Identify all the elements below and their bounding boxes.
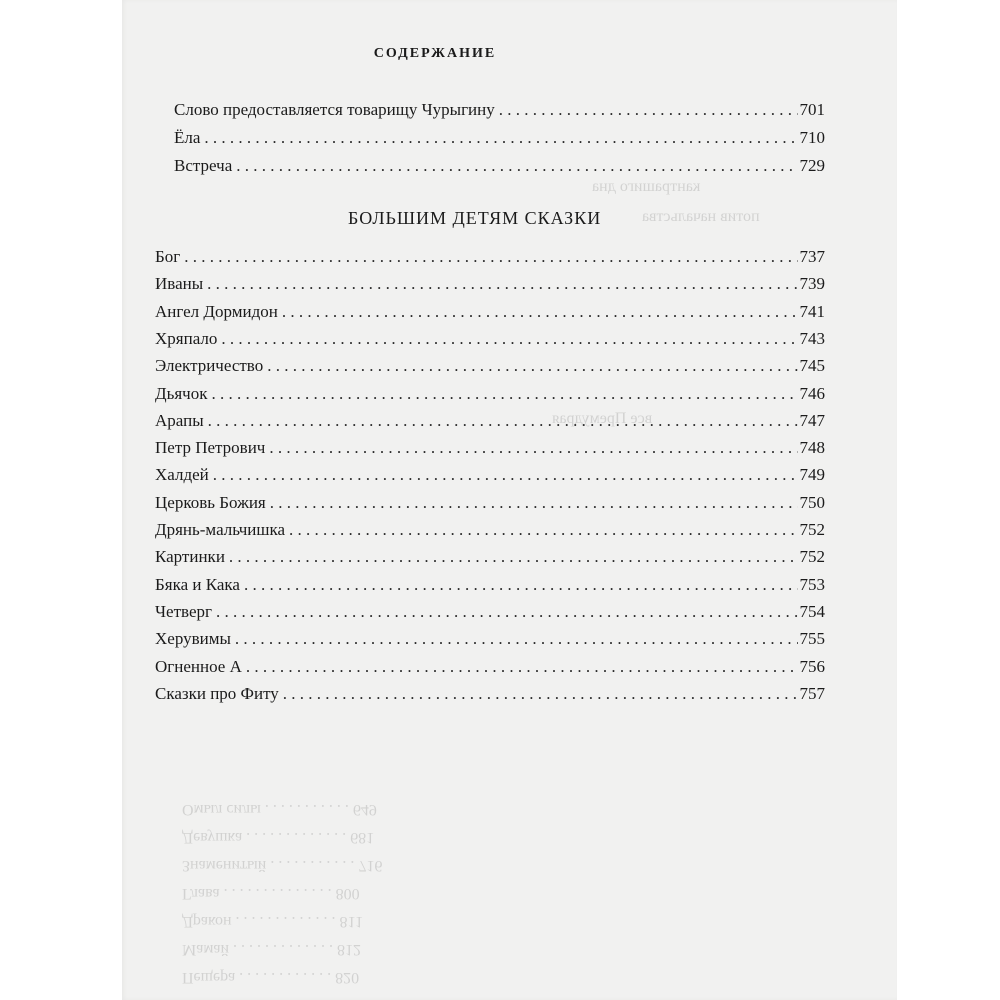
toc-entry-title: Сказки про Фиту xyxy=(155,683,279,703)
toc-entry-page: 741 xyxy=(799,301,825,321)
toc-entry-title: Электричество xyxy=(155,356,264,376)
toc-leader-dots xyxy=(207,271,797,297)
toc-entry-title: Петр Петрович xyxy=(155,438,266,458)
toc-entry xyxy=(155,462,825,488)
toc-leader-dots xyxy=(213,462,798,488)
toc-entry-title: Арапы xyxy=(155,410,204,430)
toc-entry-title: Четверг xyxy=(155,601,212,621)
toc-entry-page: 739 xyxy=(799,274,825,294)
toc-leader-dots xyxy=(270,490,798,516)
toc-entry xyxy=(155,626,825,652)
toc-entry-title: Картинки xyxy=(155,547,225,567)
book-page xyxy=(122,0,897,1000)
bleed-through-text: Глава . . . . . . . . . . . . . . 800 xyxy=(182,885,360,902)
toc-leader-dots xyxy=(282,299,798,325)
toc-entry-title: Херувимы xyxy=(155,629,231,649)
toc-leader-dots xyxy=(216,599,798,625)
toc-entry-page: 729 xyxy=(799,156,825,175)
toc-entry-page: 710 xyxy=(799,128,825,147)
toc-entry-title: Встреча xyxy=(174,156,233,175)
toc-entry-page: 747 xyxy=(799,410,825,430)
toc-entry xyxy=(155,326,825,352)
toc-entry xyxy=(155,517,825,543)
toc-leader-dots xyxy=(236,153,797,179)
toc-entry-title: Церковь Божия xyxy=(155,492,266,512)
toc-leader-dots xyxy=(269,435,797,461)
toc-entry xyxy=(155,544,825,570)
toc-entry-page: 746 xyxy=(799,383,825,403)
toc-entry xyxy=(155,244,825,270)
toc-entry-page: 756 xyxy=(799,656,825,676)
toc-entry-title: Ангел Дормидон xyxy=(155,301,278,321)
toc-leader-dots xyxy=(499,97,798,123)
toc-entry-page: 750 xyxy=(799,492,825,512)
toc-entry-title: Слово предоставляется товарищу Чурыгину xyxy=(174,100,495,119)
toc-entry xyxy=(155,654,825,680)
toc-entry-title: Дрянь-мальчишка xyxy=(155,520,285,539)
toc-leader-dots xyxy=(235,626,798,652)
toc-leader-dots xyxy=(244,572,798,598)
toc-entry-page: 749 xyxy=(799,465,825,485)
toc-leader-dots xyxy=(229,544,798,570)
bleed-through-text: потив начальства xyxy=(642,208,760,225)
toc-entry xyxy=(155,490,825,516)
toc-entry-title: Бяка и Кака xyxy=(155,574,240,594)
toc-entry xyxy=(155,271,825,297)
toc-entry xyxy=(155,572,825,598)
toc-entry-title: Халдей xyxy=(155,465,209,485)
bleed-through-text: все Премудрая xyxy=(552,410,653,427)
toc-entry xyxy=(174,125,825,151)
bleed-through-text: Омыл силы . . . . . . . . . . . 649 xyxy=(182,801,377,818)
toc-entry-page: 752 xyxy=(799,547,825,567)
toc-entry xyxy=(155,408,825,434)
toc-entry xyxy=(155,381,825,407)
bleed-through-text: кантрашиго дна xyxy=(592,178,701,195)
toc-leader-dots xyxy=(267,353,797,379)
toc-entry xyxy=(155,435,825,461)
toc-leader-dots xyxy=(211,381,797,407)
section-heading: БОЛЬШИМ ДЕТЯМ СКАЗКИ xyxy=(348,208,602,228)
toc-entry-page: 754 xyxy=(799,601,825,621)
toc-entry-title: Огненное А xyxy=(155,656,242,676)
toc-leader-dots xyxy=(246,654,798,680)
toc-entry-page: 737 xyxy=(799,247,825,266)
toc-entry-page: 701 xyxy=(799,100,825,119)
toc-entry-title: Хряпало xyxy=(155,328,218,348)
toc-entry-title: Бог xyxy=(155,247,181,266)
toc-entry xyxy=(174,153,825,179)
toc-entry-page: 748 xyxy=(799,438,825,458)
toc-leader-dots xyxy=(283,681,798,707)
toc-entry-title: Дьячок xyxy=(155,383,208,403)
toc-leader-dots xyxy=(289,517,798,543)
toc-entry-page: 757 xyxy=(799,683,825,703)
toc-leader-dots xyxy=(184,244,797,270)
toc-entry xyxy=(155,599,825,625)
toc-entry xyxy=(155,681,825,707)
toc-entry-page: 743 xyxy=(799,328,825,348)
bleed-through-text: Пещера . . . . . . . . . . . . 820 xyxy=(182,969,360,986)
toc-leader-dots xyxy=(208,408,798,434)
toc-entry xyxy=(174,97,825,123)
bleed-through-text: Мамай . . . . . . . . . . . . . 812 xyxy=(182,941,362,958)
bleed-through-text: Девушка . . . . . . . . . . . . . 681 xyxy=(182,829,375,846)
toc-entry-title: Иваны xyxy=(155,274,204,294)
toc-entry-title: Ёла xyxy=(174,128,201,147)
toc-entry-page: 752 xyxy=(799,520,825,539)
bleed-through-text: Дракон . . . . . . . . . . . . . 811 xyxy=(182,913,363,930)
toc-entry-page: 753 xyxy=(799,574,825,594)
toc-entry-page: 745 xyxy=(799,356,825,376)
toc-entry xyxy=(155,299,825,325)
toc-leader-dots xyxy=(221,326,797,352)
toc-entry xyxy=(155,353,825,379)
page-header: СОДЕРЖАНИЕ xyxy=(373,46,497,61)
toc-leader-dots xyxy=(204,125,797,151)
toc-entry-page: 755 xyxy=(799,629,825,649)
bleed-through-text: Знаменитый . . . . . . . . . . . 716 xyxy=(182,857,383,874)
